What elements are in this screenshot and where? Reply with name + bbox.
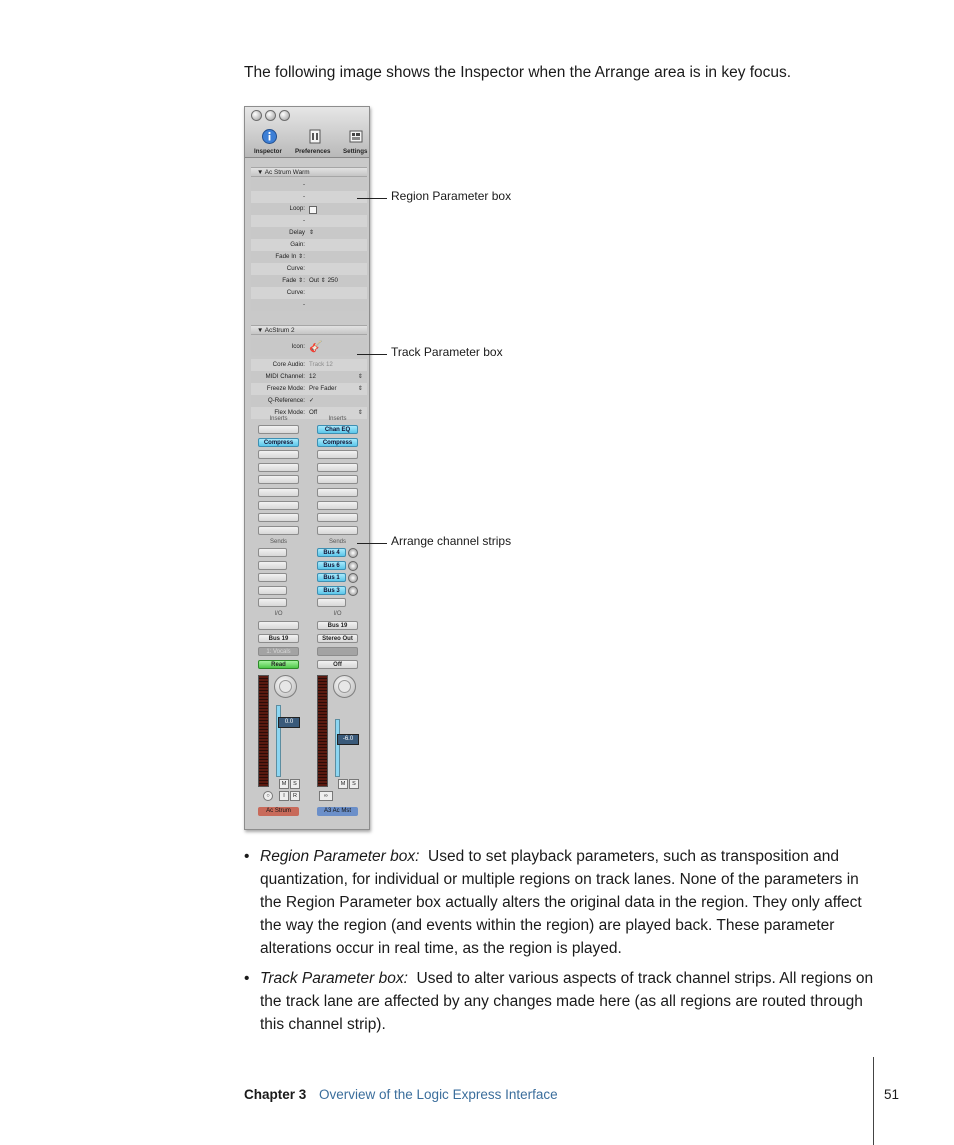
bullet-region bbox=[260, 845, 880, 960]
region-box-header[interactable]: ▼ Ac Strum Warm bbox=[251, 167, 367, 177]
callout-line-track bbox=[357, 354, 387, 355]
inspector-label[interactable]: Inspector bbox=[254, 148, 282, 155]
callout-line-strips bbox=[357, 543, 387, 544]
group-slot[interactable]: 1: Vocals bbox=[258, 647, 299, 656]
insert-slot[interactable] bbox=[258, 450, 299, 459]
param-value: ✓ bbox=[309, 397, 315, 404]
stepper-icon[interactable]: ⇕ bbox=[357, 409, 363, 416]
insert-slot[interactable] bbox=[317, 488, 358, 497]
region-param-row[interactable] bbox=[251, 239, 367, 251]
callout-track: Track Parameter box bbox=[391, 345, 503, 359]
param-value: Track 12 bbox=[309, 361, 333, 368]
minimize-button[interactable] bbox=[265, 110, 276, 121]
group-slot[interactable] bbox=[317, 647, 358, 656]
insert-slot[interactable] bbox=[317, 450, 358, 459]
send-slot[interactable] bbox=[258, 561, 287, 570]
solo-button[interactable]: S bbox=[349, 779, 359, 789]
level-meter bbox=[258, 675, 269, 787]
param-value: ⇕ bbox=[309, 229, 315, 236]
param-value: Out ⇕ 250 bbox=[309, 277, 338, 284]
send-level-knob[interactable] bbox=[348, 573, 358, 583]
output-slot[interactable]: Bus 19 bbox=[258, 634, 299, 643]
send-slot[interactable] bbox=[258, 586, 287, 595]
insert-slot[interactable] bbox=[317, 526, 358, 535]
channel-name[interactable]: Ac Strum bbox=[258, 807, 299, 816]
level-meter bbox=[317, 675, 328, 787]
send-slot[interactable]: Bus 4 bbox=[317, 548, 346, 557]
param-label: - bbox=[302, 193, 305, 200]
region-param-row[interactable] bbox=[251, 179, 367, 191]
send-slot[interactable]: Bus 6 bbox=[317, 561, 346, 570]
param-label: Q-Reference: bbox=[267, 397, 305, 404]
send-slot[interactable]: Bus 1 bbox=[317, 573, 346, 582]
automation-mode[interactable]: Off bbox=[317, 660, 358, 669]
volume-value[interactable]: -6.0 bbox=[337, 734, 359, 745]
bullet-track bbox=[260, 967, 880, 1036]
param-label: Freeze Mode: bbox=[266, 385, 305, 392]
zoom-button[interactable] bbox=[279, 110, 290, 121]
param-label: Gain: bbox=[290, 241, 305, 248]
input-slot[interactable] bbox=[258, 621, 299, 630]
intro-text: The following image shows the Inspector when the Arrange area is in key focus. bbox=[244, 64, 792, 81]
inspector-window bbox=[244, 106, 370, 830]
sends-label: Sends bbox=[269, 539, 287, 545]
window-toolbar bbox=[245, 107, 369, 158]
bullet-text: Used to alter various aspects of track channel strips. All regions on the track lane are affected by any changes made here (as all regions are routed through this channel strip). bbox=[260, 970, 874, 1033]
param-value: 12 bbox=[309, 373, 316, 380]
region-param-row[interactable] bbox=[251, 215, 367, 227]
track-param-row[interactable] bbox=[251, 395, 367, 407]
settings-label[interactable]: Settings bbox=[343, 148, 368, 155]
volume-fader[interactable] bbox=[335, 719, 340, 777]
insert-slot[interactable]: Compress bbox=[317, 438, 358, 447]
param-label: - bbox=[302, 301, 305, 308]
send-slot[interactable] bbox=[258, 548, 287, 557]
volume-value[interactable]: 0.0 bbox=[278, 717, 300, 728]
inserts-label: Inserts bbox=[328, 416, 347, 422]
region-param-row[interactable] bbox=[251, 203, 367, 215]
param-value: Pre Fader bbox=[309, 385, 337, 392]
stepper-icon[interactable]: ⇕ bbox=[357, 385, 363, 392]
inserts-label: Inserts bbox=[269, 416, 288, 422]
param-label: MIDI Channel: bbox=[265, 373, 305, 380]
io-label: I/O bbox=[274, 611, 283, 617]
link-icon[interactable]: ∞ bbox=[319, 791, 333, 801]
send-slot[interactable] bbox=[258, 573, 287, 582]
param-label: Fade ⇕: bbox=[282, 277, 305, 284]
insert-slot[interactable]: Compress bbox=[258, 438, 299, 447]
insert-slot[interactable] bbox=[258, 526, 299, 535]
insert-slot[interactable] bbox=[317, 475, 358, 484]
insert-slot[interactable]: Chan EQ bbox=[317, 425, 358, 434]
send-level-knob[interactable] bbox=[348, 586, 358, 596]
footer-divider bbox=[873, 1057, 874, 1145]
io-label: I/O bbox=[333, 611, 342, 617]
insert-slot[interactable] bbox=[317, 501, 358, 510]
callout-strips: Arrange channel strips bbox=[391, 534, 512, 548]
insert-slot[interactable] bbox=[258, 501, 299, 510]
region-param-row[interactable] bbox=[251, 287, 367, 299]
callout-line-region bbox=[357, 198, 387, 199]
channel-name[interactable]: A3 Ac Mst bbox=[317, 807, 358, 816]
track-param-row[interactable] bbox=[251, 359, 367, 371]
automation-mode[interactable]: Read bbox=[258, 660, 299, 669]
sends-label: Sends bbox=[328, 539, 346, 545]
mute-button[interactable]: M bbox=[338, 779, 348, 789]
region-param-row[interactable] bbox=[251, 191, 367, 203]
pan-knob[interactable] bbox=[333, 675, 356, 698]
bullet-term: Region Parameter box: bbox=[260, 848, 420, 865]
insert-slot[interactable] bbox=[258, 463, 299, 472]
input-monitor-icon[interactable]: ○ bbox=[263, 791, 273, 801]
insert-slot[interactable] bbox=[317, 463, 358, 472]
insert-slot[interactable] bbox=[258, 425, 299, 434]
insert-slot[interactable] bbox=[258, 513, 299, 522]
mute-button[interactable]: M bbox=[279, 779, 289, 789]
param-label: - bbox=[302, 217, 305, 224]
param-label: Loop: bbox=[289, 205, 305, 212]
send-level-knob[interactable] bbox=[348, 561, 358, 571]
page-number: 51 bbox=[884, 1087, 900, 1102]
bullet-marker: • bbox=[244, 970, 250, 987]
volume-fader[interactable] bbox=[276, 705, 281, 777]
region-param-row[interactable] bbox=[251, 227, 367, 239]
track-box-header[interactable]: ▼ AcStrum 2 bbox=[251, 325, 367, 335]
stepper-icon[interactable]: ⇕ bbox=[357, 373, 363, 380]
close-button[interactable] bbox=[251, 110, 262, 121]
param-label: - bbox=[302, 181, 305, 188]
region-param-row[interactable] bbox=[251, 251, 367, 263]
param-label: Curve: bbox=[286, 265, 305, 272]
param-value: Off bbox=[309, 409, 318, 416]
bullet-term: Track Parameter box: bbox=[260, 970, 408, 987]
track-param-row[interactable] bbox=[251, 383, 367, 395]
guitar-icon[interactable]: 🎸 bbox=[309, 341, 323, 353]
input-button[interactable]: I bbox=[279, 791, 289, 801]
param-label: Curve: bbox=[286, 289, 305, 296]
region-param-row[interactable] bbox=[251, 299, 367, 311]
insert-slot[interactable] bbox=[258, 475, 299, 484]
preferences-label[interactable]: Preferences bbox=[295, 148, 331, 155]
param-label: Flex Mode: bbox=[274, 409, 305, 416]
info-icon[interactable] bbox=[262, 129, 277, 144]
send-slot[interactable]: Bus 3 bbox=[317, 586, 346, 595]
input-slot[interactable]: Bus 19 bbox=[317, 621, 358, 630]
insert-slot[interactable] bbox=[258, 488, 299, 497]
param-label: Icon: bbox=[291, 343, 305, 350]
region-param-row[interactable] bbox=[251, 263, 367, 275]
record-button[interactable]: R bbox=[290, 791, 300, 801]
footer-chapter: Chapter 3 bbox=[244, 1087, 307, 1102]
loop-checkbox[interactable] bbox=[309, 206, 317, 214]
bullet-marker: • bbox=[244, 848, 250, 865]
pan-knob[interactable] bbox=[274, 675, 297, 698]
insert-slot[interactable] bbox=[317, 513, 358, 522]
footer-title: Overview of the Logic Express Interface bbox=[319, 1087, 558, 1102]
solo-button[interactable]: S bbox=[290, 779, 300, 789]
send-level-knob[interactable] bbox=[348, 548, 358, 558]
track-param-row[interactable] bbox=[251, 338, 367, 356]
send-slot[interactable] bbox=[317, 598, 346, 607]
param-label: Core Audio: bbox=[272, 361, 305, 368]
track-param-row[interactable] bbox=[251, 371, 367, 383]
send-slot[interactable] bbox=[258, 598, 287, 607]
param-label: Delay bbox=[289, 229, 305, 236]
region-param-row[interactable] bbox=[251, 275, 367, 287]
param-label: Fade In ⇕: bbox=[275, 253, 305, 260]
bullet-text: Used to set playback parameters, such as transposition and quantization, for individual or multiple regions on track lanes. None of the parameters in the Region Parameter box actually alters the original data in the region. They only affect the way the region (and events within the region) are played back. These parameter alterations occur in real time, as the region is played. bbox=[260, 848, 862, 957]
settings-icon[interactable] bbox=[349, 129, 364, 144]
output-slot[interactable]: Stereo Out bbox=[317, 634, 358, 643]
callout-region: Region Parameter box bbox=[391, 189, 512, 203]
preferences-icon[interactable] bbox=[308, 129, 323, 144]
